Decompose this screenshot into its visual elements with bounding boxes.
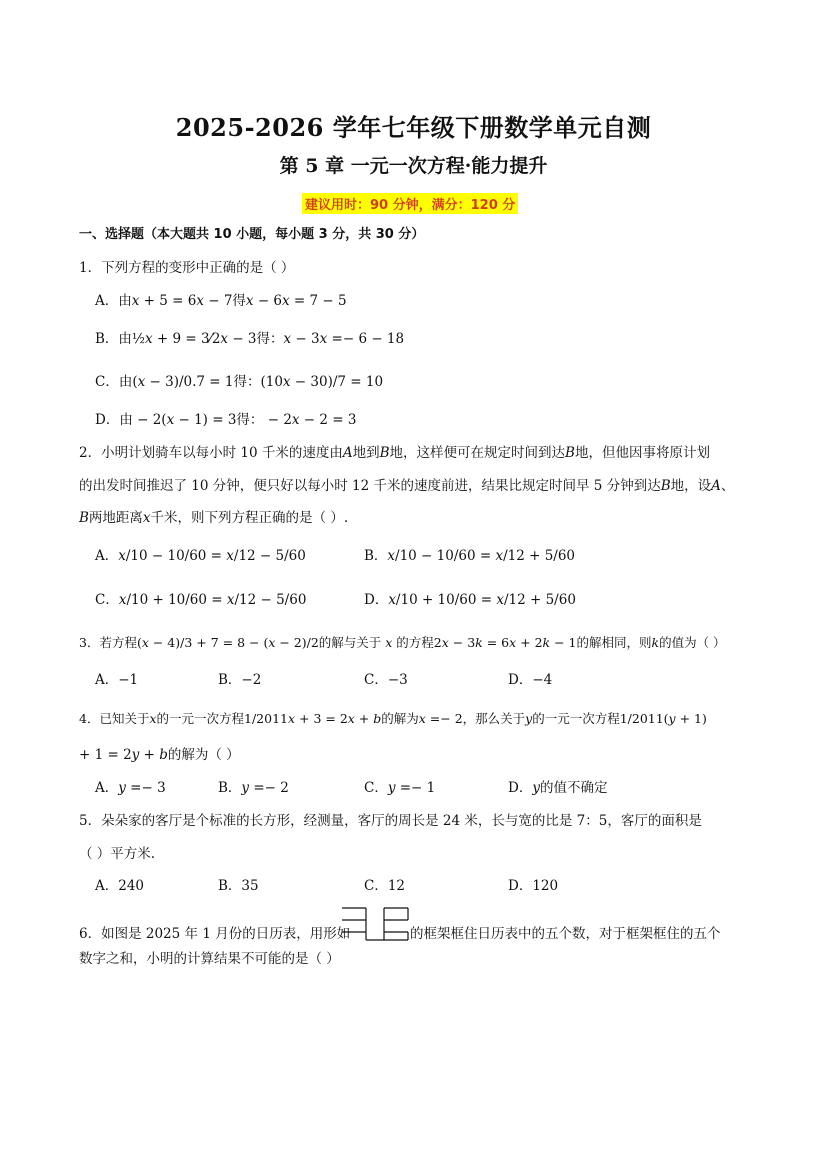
q2-option-a: A．𝑥/10 − 10/60 = 𝑥/12 − 5/60 <box>95 548 306 564</box>
q4-option-c: C．𝑦 =− 1 <box>364 780 436 796</box>
q1-option-c: C．由(𝑥 − 3)/0.7 = 1得：(10𝑥 − 30)/7 = 10 <box>95 374 384 390</box>
q2-option-b: B．𝑥/10 − 10/60 = 𝑥/12 + 5/60 <box>364 548 576 564</box>
q2-option-c: C．𝑥/10 + 10/60 = 𝑥/12 − 5/60 <box>95 592 307 608</box>
q5-line-2: （ ）平方米. <box>79 846 156 862</box>
q2-line-1: 2．小明计划骑车以每小时 10 千米的速度由𝐴地到𝐵地，这样便可在规定时间到达𝐵地，但他因事将原计划 <box>79 445 710 461</box>
q6-line-1b: 的框架框住日历表中的五个数，对于框架框住的五个 <box>410 926 721 942</box>
q6-line-2: 数字之和，小明的计算结果不可能的是（ ） <box>79 951 340 967</box>
q3-option-a: A．−1 <box>95 672 139 688</box>
time-score-hint: 建议用时：90 分钟，满分：120 分 <box>302 193 518 214</box>
q5-option-a: A．240 <box>95 878 145 894</box>
page-title: 2025-2026 学年七年级下册数学单元自测 <box>175 113 652 142</box>
q6-line-1a: 6．如图是 2025 年 1 月份的日历表，用形如 <box>79 926 351 942</box>
q3-option-d: D．−4 <box>508 672 553 688</box>
q1-option-b: B．由½𝑥 + 9 = 3⁄2𝑥 − 3得：𝑥 − 3𝑥 =− 6 − 18 <box>95 331 405 347</box>
frame-shape-icon <box>340 906 410 942</box>
q3-option-c: C．−3 <box>364 672 408 688</box>
q4-line-1: 4．已知关于𝑥的一元一次方程1/2011𝑥 + 3 = 2𝑥 + 𝑏的解为𝑥 =− 2，那么关于𝑦的一元一次方程1/2011(𝑦 + 1) <box>79 711 707 726</box>
q4-option-d: D．𝑦的值不确定 <box>508 780 608 796</box>
q5-option-c: C．12 <box>364 878 406 894</box>
q2-line-3: 𝐵两地距离𝑥千米，则下列方程正确的是（ ）. <box>79 510 349 526</box>
q5-line-1: 5．朵朵家的客厅是个标准的长方形，经测量，客厅的周长是 24 米，长与宽的比是 7：5，客厅的面积是 <box>79 813 702 829</box>
q1-option-a: A．由𝑥 + 5 = 6𝑥 − 7得𝑥 − 6𝑥 = 7 − 5 <box>95 293 347 309</box>
q4-option-a: A．𝑦 =− 3 <box>95 780 166 796</box>
section-heading: 一、选择题（本大题共 10 小题，每小题 3 分，共 30 分） <box>79 227 425 242</box>
q4-line-2: + 1 = 2𝑦 + 𝑏的解为（ ） <box>79 747 240 763</box>
q1-option-d: D．由 − 2(𝑥 − 1) = 3得： − 2𝑥 − 2 = 3 <box>95 412 357 428</box>
q5-option-b: B．35 <box>218 878 259 894</box>
chapter-subtitle: 第 5 章 一元一次方程·能力提升 <box>279 155 548 177</box>
q2-line-2: 的出发时间推迟了 10 分钟，便只好以每小时 12 千米的速度前进，结果比规定时间早 5 分钟到达𝐵地，设𝐴、 <box>79 478 735 494</box>
q1-stem: 1．下列方程的变形中正确的是（ ） <box>79 260 295 276</box>
q3-stem: 3．若方程(𝑥 − 4)/3 + 7 = 8 − (𝑥 − 2)/2的解与关于 𝑥 的方程2𝑥 − 3𝑘 = 6𝑥 + 2𝑘 − 1的解相同，则𝑘的值为（ ） <box>79 635 726 650</box>
q3-option-b: B．−2 <box>218 672 262 688</box>
q4-option-b: B．𝑦 =− 2 <box>218 780 289 796</box>
q5-option-d: D．120 <box>508 878 559 894</box>
q2-option-d: D．𝑥/10 + 10/60 = 𝑥/12 + 5/60 <box>364 592 576 608</box>
